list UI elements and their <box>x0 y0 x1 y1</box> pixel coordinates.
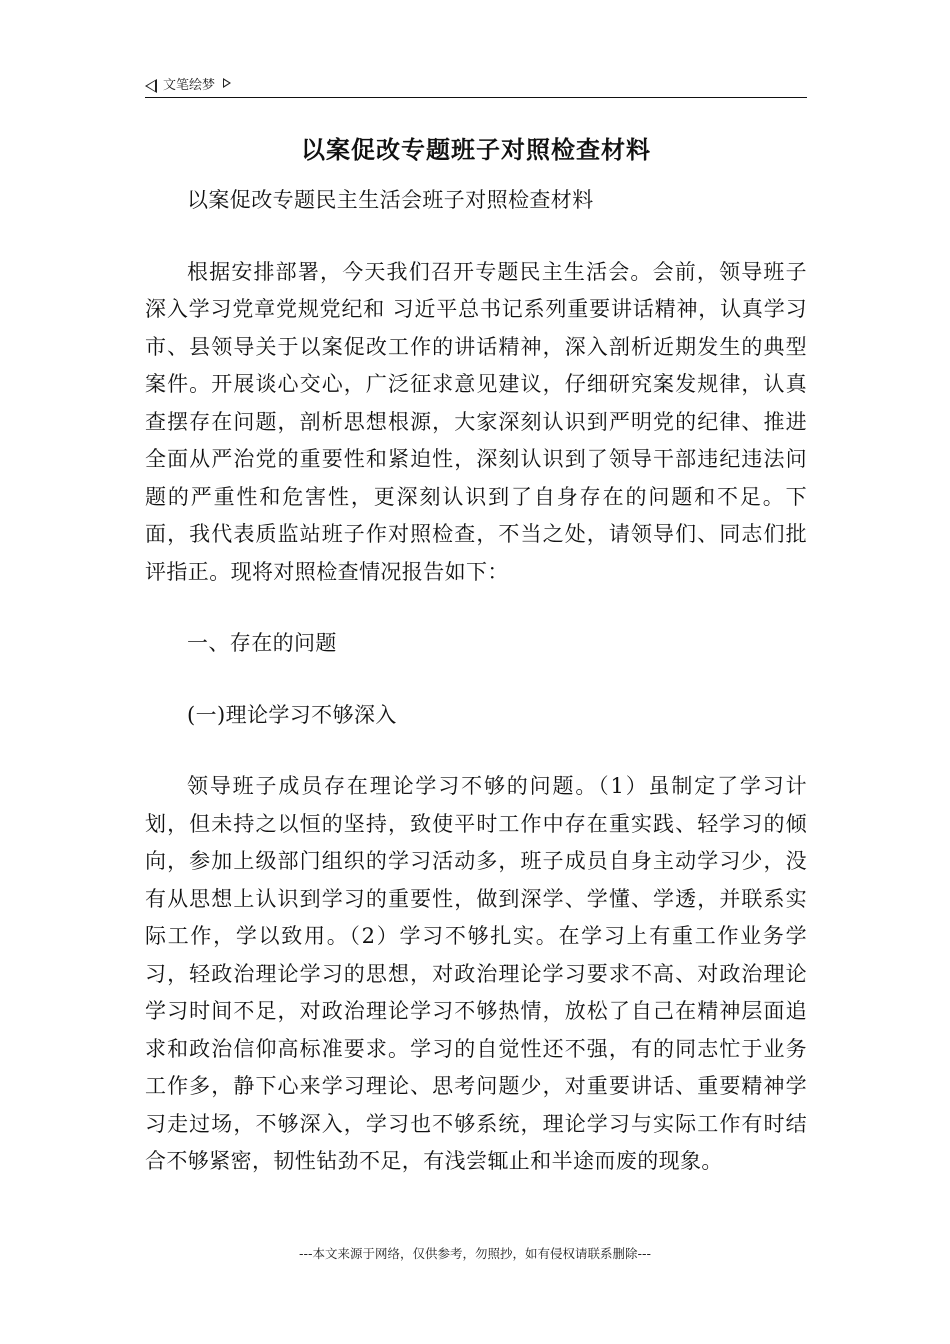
subsection-paragraph: 领导班子成员存在理论学习不够的问题。（1）虽制定了学习计划，但未持之以恒的坚持，致使平时工作中存在重实践、轻学习的倾向，参加上级部门组织的学习活动多，班子成员自身主动学习少，没有从思想上认识到学习的重要性，做到深学、学懂、学透，并联系实际工作，学以致用。（2）学习不够扎实。在学习上有重工作业务学习，轻政治理论学习的思想，对政治理论学习要求不高、对政治理论学习时间不足，对政治理论学习不够热情，放松了自己在精神层面追求和政治信仰高标准要求。学习的自觉性还不强，有的同志忙于业务工作多，静下心来学习理论、思考问题少，对重要讲话、重要精神学习走过场，不够深入，学习也不够系统，理论学习与实际工作有时结合不够紧密，韧性钻劲不足，有浅尝辄止和半途而废的现象。 <box>145 774 807 1173</box>
header-brand-text: 文笔绘梦 <box>163 78 216 93</box>
header-brand <box>145 76 231 96</box>
triangle-left-icon <box>145 79 157 93</box>
page-header <box>145 76 807 98</box>
triangle-right-icon <box>223 78 231 88</box>
footer-disclaimer: ---本文来源于网络，仅供参考，勿照抄，如有侵权请联系删除--- <box>298 1246 652 1261</box>
header-divider <box>145 97 807 98</box>
document-body <box>145 182 807 1181</box>
document-title: 以案促改专题班子对照检查材料 <box>301 135 651 164</box>
section-heading: 一、存在的问题 <box>187 631 337 655</box>
document-subtitle: 以案促改专题民主生活会班子对照检查材料 <box>187 188 594 212</box>
subsection-heading: (一)理论学习不够深入 <box>187 702 397 727</box>
intro-paragraph: 根据安排部署，今天我们召开专题民主生活会。会前，领导班子深入学习党章党规党纪和 习近平总书记系列重要讲话精神，认真学习市、县领导关于以案促改工作的讲话精神，深入剖析近期发生的典型案件。开展谈心交心，广泛征求意见建议，仔细研究案发规律，认真查摆存在问题，剖析思想根源，大家深刻认识到严明党的纪律、推进全面从严治党的重要性和紧迫性，深刻认识到了领导干部违纪违法问题的严重性和危害性，更深刻认识到了自身存在的问题和不足。下面，我代表质监站班子作对照检查，不当之处，请领导们、同志们批评指正。现将对照检查情况报告如下： <box>145 259 807 584</box>
